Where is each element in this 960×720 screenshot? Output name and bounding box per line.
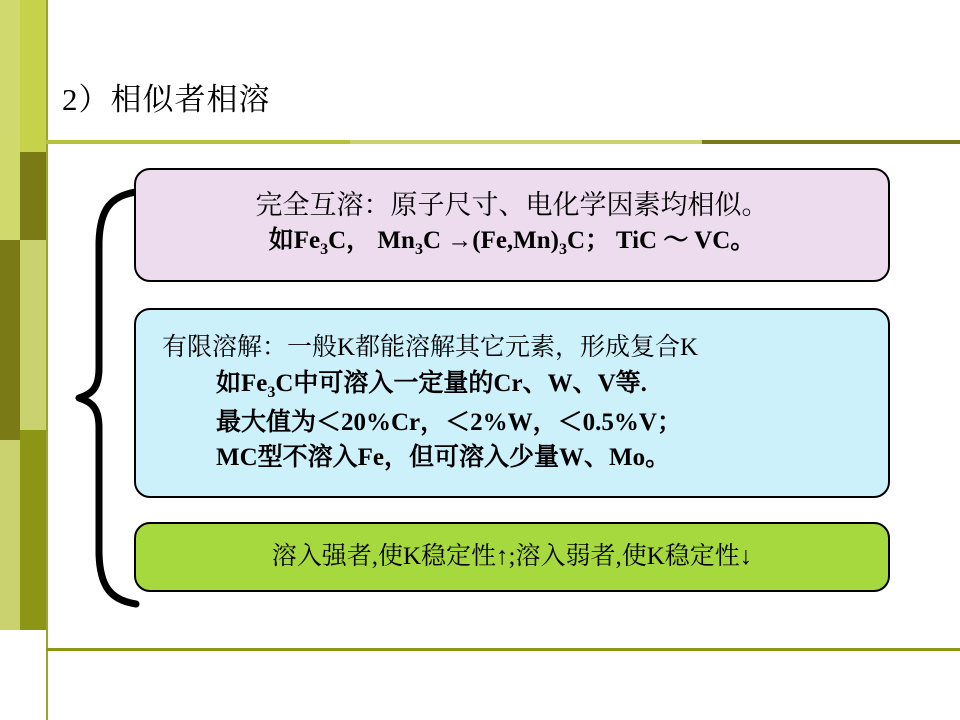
box1-line2-prefix: 如Fe <box>268 227 321 255</box>
title-underline <box>46 140 960 144</box>
box1-line2-sub-1: 3 <box>320 241 329 259</box>
box2-line-4: MC型不溶入Fe，但可溶入少量W、Mo。 <box>216 444 671 472</box>
box1-line2-mid-2: C →(Fe,Mn) <box>422 227 560 255</box>
title-underline-segment-2 <box>350 140 702 144</box>
box3-line-1: 溶入强者,使K稳定性↑;溶入弱者,使K稳定性↓ <box>271 543 753 570</box>
box-complete-solubility <box>134 168 890 282</box>
box2-line2-sub: 3 <box>267 383 276 401</box>
box1-line-1: 完全互溶：原子尺寸、电化学因素均相似。 <box>255 189 769 220</box>
box1-line2-sub-2: 3 <box>414 241 423 259</box>
box1-line-2 <box>269 225 756 260</box>
box2-line2-suffix: C中可溶入一定量的Cr、W、V等. <box>275 369 647 397</box>
left-inner-strip <box>0 0 20 720</box>
left-brace <box>74 186 140 610</box>
box1-line2-mid: C， Mn <box>328 227 415 255</box>
title-underline-segment-3 <box>702 140 960 144</box>
left-inner-band-3 <box>0 440 20 630</box>
box-stability <box>134 522 890 592</box>
left-inner-band-1 <box>0 0 20 240</box>
box2-line-3: 最大值为＜20%Cr，＜2%W，＜0.5%V； <box>216 408 682 436</box>
page-title: 2）相似者相溶 <box>62 82 271 117</box>
box2-line-2 <box>162 366 888 405</box>
footer-rule <box>46 648 960 651</box>
left-inner-band-4 <box>0 630 20 720</box>
vertical-divider <box>46 0 48 720</box>
box1-line2-sub-3: 3 <box>559 241 568 259</box>
left-inner-band-2 <box>0 240 20 440</box>
box2-line2-prefix: 如Fe <box>216 369 268 397</box>
box-limited-solubility <box>134 308 890 498</box>
box1-line2-suffix: C； TiC ～ VC。 <box>567 227 756 255</box>
box2-line-1: 有限溶解：一般K都能溶解其它元素，形成复合K <box>162 334 699 362</box>
title-underline-segment-1 <box>46 140 350 144</box>
